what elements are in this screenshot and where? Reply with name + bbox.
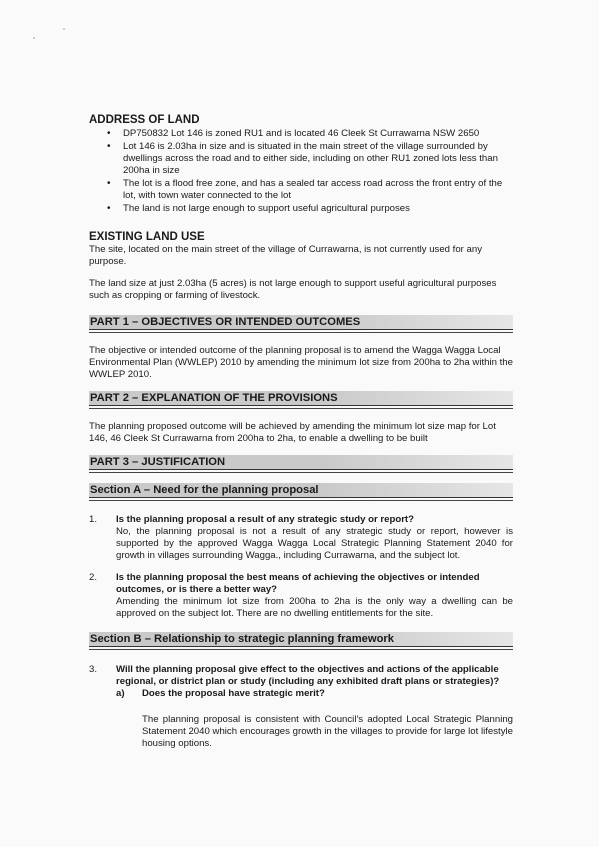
part-3-heading: PART 3 – JUSTIFICATION [89, 455, 513, 470]
question-text: Will the planning proposal give effect to the objectives and actions of the applicable regional, or district plan or study (including any exhibited draft plans or strategies)? [116, 664, 500, 687]
list-item: • Lot 146 is 2.03ha in size and is situated in the main street of the village surrounded by dwellings across the road and to either side, including on other RU1 zoned lots less than 200ha in size [123, 141, 513, 177]
list-item: • The land is not large enough to support useful agricultural purposes [123, 203, 513, 215]
question-number: 2. [89, 572, 98, 583]
address-heading: ADDRESS OF LAND [89, 114, 200, 126]
existing-land-use-paragraph-2: The land size at just 2.03ha (5 acres) is not large enough to support useful agricultural purposes such as cropping or farming of livestock. [89, 278, 497, 301]
sub-question-text: Does the proposal have strategic merit? [142, 688, 325, 699]
section-b-questions [89, 664, 513, 750]
sub-question-label: a) [116, 688, 125, 699]
question-3 [89, 664, 513, 750]
part-2-paragraph: The planning proposed outcome will be achieved by amending the minimum lot size map for Lot 146, 46 Cleek St Currawarna from 200ha to 2ha, to enable a dwelling to be built [89, 421, 496, 444]
existing-land-use-paragraph-1: The site, located on the main street of the village of Currawarna, is not currently used for any purpose. [89, 244, 483, 267]
part-1-heading: PART 1 – OBJECTIVES OR INTENDED OUTCOMES [89, 315, 513, 330]
list-item: • DP750832 Lot 146 is zoned RU1 and is located 46 Cleek St Currawarna NSW 2650 [123, 128, 513, 140]
list-item: • The lot is a flood free zone, and has a sealed tar access road across the front entry of the lot, with town water connected to the lot [123, 178, 513, 202]
question-1 [89, 514, 513, 562]
section-a-heading: Section A – Need for the planning proposal [89, 483, 513, 498]
question-2 [89, 572, 513, 620]
scan-specks [0, 0, 599, 60]
address-bullet-list [89, 128, 513, 215]
sub-answer-text: The planning proposal is consistent with Council's adopted Local Strategic Planning Statement 2040 which encourages growth in the villages to provide for large lot lifestyle housing options. [142, 714, 513, 749]
part-2-heading: PART 2 – EXPLANATION OF THE PROVISIONS [89, 391, 513, 406]
sub-question-a [116, 688, 513, 700]
question-number: 3. [89, 664, 98, 675]
document-page [89, 113, 513, 750]
question-text: Is the planning proposal a result of any strategic study or report? [116, 514, 414, 525]
question-text: Is the planning proposal the best means of achieving the objectives or intended outcomes, or is there a better way? [116, 572, 480, 595]
part-1-paragraph: The objective or intended outcome of the planning proposal is to amend the Wagga Wagga Local Environmental Plan (WWLEP) 2010 by amending the minimum lot size from 200ha to 2ha within the WWLEP 2010. [89, 345, 513, 380]
answer-text: Amending the minimum lot size from 200ha to 2ha is the only way a dwelling can be approved on the subject lot. There are no dwelling entitlements for the site. [116, 596, 513, 619]
section-b-heading: Section B – Relationship to strategic planning framework [89, 632, 513, 647]
existing-land-use-heading: EXISTING LAND USE [89, 231, 205, 243]
question-number: 1. [89, 514, 98, 525]
section-a-questions [89, 514, 513, 620]
answer-text: No, the planning proposal is not a result of any strategic study or report, however is supported by the approved Wagga Wagga Local Strategic Planning Statement 2040 for growth in villages surrounding Wagga., including Currawarna, and the subject lot. [116, 526, 513, 561]
